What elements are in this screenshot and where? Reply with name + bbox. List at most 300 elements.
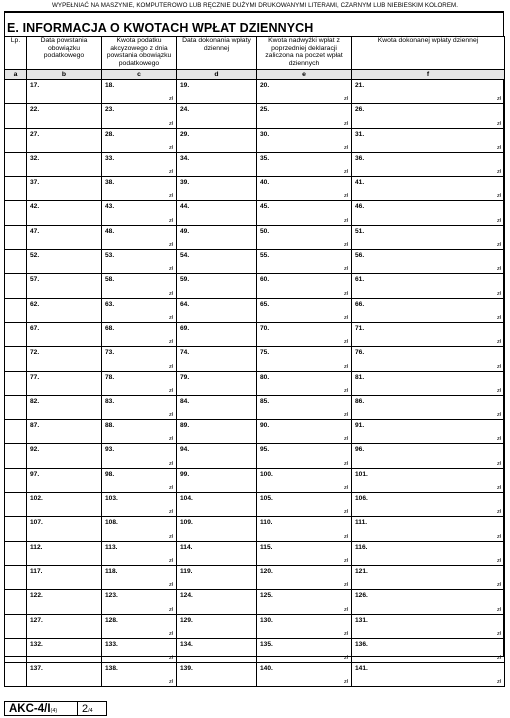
field-number: 118. [105,567,118,575]
input-field[interactable] [352,177,505,201]
field-number: 131. [355,616,368,624]
input-field[interactable] [352,638,505,662]
row-lp-cell[interactable] [5,274,27,298]
input-field[interactable] [177,420,257,444]
field-number: 80. [260,373,270,381]
field-number: 130. [260,616,273,624]
field-number: 105. [260,495,273,503]
input-field[interactable] [102,80,177,104]
input-field[interactable] [177,128,257,152]
currency-label: zł [496,412,501,419]
input-field[interactable] [102,395,177,419]
input-field[interactable] [27,104,102,128]
input-field[interactable] [177,201,257,225]
input-field[interactable] [177,444,257,468]
input-field[interactable] [27,322,102,346]
input-field[interactable] [257,565,352,589]
input-field[interactable] [257,201,352,225]
input-field[interactable] [257,371,352,395]
header-tax-obligation-date: Data powstania obowiązku podatkowego [27,37,102,70]
currency-label: zł [168,96,173,103]
header-overpayment-amount: Kwota nadwyżki wpłat z poprzedniej deklaracji zaliczona na poczet wpłat dziennych [257,37,352,70]
currency-label: zł [496,290,501,297]
row-lp-cell[interactable] [5,638,27,662]
input-field[interactable] [27,298,102,322]
currency-label: zł [343,144,348,151]
field-number: 39. [180,179,190,187]
table-row [5,590,505,614]
row-lp-cell[interactable] [5,250,27,274]
input-field[interactable] [102,420,177,444]
input-field[interactable] [352,250,505,274]
input-field[interactable] [257,590,352,614]
field-number: 115. [260,543,273,551]
input-field[interactable] [177,152,257,176]
field-number: 69. [180,324,190,332]
field-number: 123. [105,592,118,600]
input-field[interactable] [352,565,505,589]
currency-label: zł [168,193,173,200]
field-number: 27. [30,130,40,138]
currency-label: zł [168,144,173,151]
row-lp-cell[interactable] [5,177,27,201]
field-number: 40. [260,179,270,187]
currency-label: zł [496,120,501,127]
field-number: 31. [355,130,365,138]
table-row [5,371,505,395]
input-field[interactable] [27,663,102,687]
input-field[interactable] [102,152,177,176]
col-letter-e: e [257,70,352,80]
field-number: 133. [105,640,118,648]
field-number: 75. [260,349,270,357]
row-lp-cell[interactable] [5,80,27,104]
daily-payments-table [4,36,505,687]
input-field[interactable] [102,201,177,225]
input-field[interactable] [27,493,102,517]
input-field[interactable] [27,395,102,419]
row-lp-cell[interactable] [5,298,27,322]
field-number: 102. [30,495,43,503]
input-field[interactable] [102,565,177,589]
field-number: 106. [355,495,368,503]
input-field[interactable] [352,420,505,444]
input-field[interactable] [102,590,177,614]
field-number: 109. [180,519,193,527]
input-field[interactable] [102,225,177,249]
input-field[interactable] [27,274,102,298]
table-row [5,177,505,201]
currency-label: zł [496,314,501,321]
input-field[interactable] [27,468,102,492]
fill-instruction: WYPEŁNIAĆ NA MASZYNIE, KOMPUTEROWO LUB RĘCZNIE DUŻYMI DRUKOWANYMI LITERAMI, CZARNYM LUB NIEBIESKIM KOLOREM. [52,2,458,9]
field-number: 79. [180,373,190,381]
input-field[interactable] [102,614,177,638]
input-field[interactable] [27,541,102,565]
input-field[interactable] [177,322,257,346]
currency-label: zł [168,412,173,419]
input-field[interactable] [27,371,102,395]
field-number: 129. [180,616,193,624]
row-lp-cell[interactable] [5,590,27,614]
row-lp-cell[interactable] [5,395,27,419]
field-number: 124. [180,592,193,600]
input-field[interactable] [352,468,505,492]
input-field[interactable] [27,590,102,614]
currency-label: zł [496,630,501,637]
input-field[interactable] [102,638,177,662]
field-number: 89. [180,422,190,430]
row-lp-cell[interactable] [5,104,27,128]
currency-label: zł [343,460,348,467]
field-number: 108. [105,519,118,527]
currency-label: zł [496,533,501,540]
input-field[interactable] [27,517,102,541]
footer-divider [77,702,78,715]
input-field[interactable] [352,493,505,517]
currency-label: zł [496,339,501,346]
input-field[interactable] [27,225,102,249]
input-field[interactable] [177,298,257,322]
form-code [9,702,57,718]
input-field[interactable] [352,104,505,128]
field-number: 64. [180,300,190,308]
row-lp-cell[interactable] [5,152,27,176]
currency-label: zł [343,509,348,516]
input-field[interactable] [257,638,352,662]
input-field[interactable] [177,493,257,517]
field-number: 85. [260,397,270,405]
input-field[interactable] [352,322,505,346]
input-field[interactable] [102,104,177,128]
table-row [5,347,505,371]
row-lp-cell[interactable] [5,444,27,468]
field-number: 55. [260,252,270,260]
field-number: 19. [180,82,190,89]
input-field[interactable] [27,152,102,176]
row-lp-cell[interactable] [5,322,27,346]
field-number: 119. [180,567,193,575]
input-field[interactable] [27,638,102,662]
field-number: 94. [180,446,190,454]
field-number: 28. [105,130,115,138]
input-field[interactable] [257,104,352,128]
currency-label: zł [168,363,173,370]
field-number: 121. [355,567,368,575]
table-row [5,444,505,468]
input-field[interactable] [352,225,505,249]
field-number: 138. [105,665,118,673]
currency-label: zł [168,582,173,589]
currency-label: zł [343,485,348,492]
input-field[interactable] [177,395,257,419]
input-field[interactable] [102,371,177,395]
table-row [5,517,505,541]
currency-label: zł [168,169,173,176]
row-lp-cell[interactable] [5,371,27,395]
header-excise-amount: Kwota podatku akcyzowego z dnia powstania obowiązku podatkowego [102,37,177,70]
input-field[interactable] [352,201,505,225]
currency-label: zł [343,169,348,176]
field-number: 60. [260,276,270,284]
input-field[interactable] [352,590,505,614]
field-number: 35. [260,154,270,162]
col-letter-c: c [102,70,177,80]
row-lp-cell[interactable] [5,128,27,152]
form-code-text: AKC-4/I [9,703,51,715]
input-field[interactable] [177,638,257,662]
field-number: 51. [355,227,365,235]
table-row [5,541,505,565]
field-number: 53. [105,252,115,260]
input-field[interactable] [352,128,505,152]
currency-label: zł [168,314,173,321]
header-payment-date: Data dokonania wpłaty dziennej [177,37,257,70]
input-field[interactable] [102,517,177,541]
input-field[interactable] [352,371,505,395]
row-lp-cell[interactable] [5,493,27,517]
input-field[interactable] [257,152,352,176]
field-number: 25. [260,106,270,114]
currency-label: zł [168,630,173,637]
input-field[interactable] [102,274,177,298]
input-field[interactable] [352,663,505,687]
input-field[interactable] [102,493,177,517]
currency-label: zł [343,606,348,613]
input-field[interactable] [102,468,177,492]
currency-label: zł [343,314,348,321]
input-field[interactable] [352,347,505,371]
field-number: 81. [355,373,365,381]
input-field[interactable] [27,565,102,589]
header-lp: Lp. [5,37,27,70]
col-letter-a: a [5,70,27,80]
field-number: 93. [105,446,115,454]
field-number: 24. [180,106,190,114]
currency-label: zł [343,96,348,103]
input-field[interactable] [257,468,352,492]
table-row [5,274,505,298]
input-field[interactable] [352,444,505,468]
field-number: 122. [30,592,43,600]
form-version: (4) [50,708,58,714]
table-row [5,493,505,517]
input-field[interactable] [177,250,257,274]
field-number: 57. [30,276,40,284]
field-number: 61. [355,276,365,284]
input-field[interactable] [257,395,352,419]
input-field[interactable] [352,395,505,419]
currency-label: zł [496,266,501,273]
row-lp-cell[interactable] [5,565,27,589]
table-row [5,104,505,128]
input-field[interactable] [352,80,505,104]
currency-label: zł [496,217,501,224]
input-field[interactable] [27,128,102,152]
input-field[interactable] [177,104,257,128]
input-field[interactable] [102,250,177,274]
field-number: 30. [260,130,270,138]
input-field[interactable] [257,444,352,468]
form-footer [4,701,107,716]
row-lp-cell[interactable] [5,541,27,565]
input-field[interactable] [27,250,102,274]
input-field[interactable] [27,80,102,104]
field-number: 88. [105,422,115,430]
field-number: 127. [30,616,43,624]
field-number: 90. [260,422,270,430]
currency-label: zł [496,193,501,200]
row-lp-cell[interactable] [5,347,27,371]
input-field[interactable] [257,420,352,444]
table-row [5,201,505,225]
currency-label: zł [168,436,173,443]
table-row [5,152,505,176]
field-number: 86. [355,397,365,405]
row-lp-cell[interactable] [5,420,27,444]
field-number: 137. [30,665,43,673]
field-number: 117. [30,567,43,575]
input-field[interactable] [27,177,102,201]
field-number: 65. [260,300,270,308]
input-field[interactable] [177,590,257,614]
input-field[interactable] [27,614,102,638]
field-number: 107. [30,519,43,527]
row-lp-cell[interactable] [5,225,27,249]
currency-label: zł [343,557,348,564]
input-field[interactable] [257,493,352,517]
input-field[interactable] [102,444,177,468]
input-field[interactable] [27,201,102,225]
field-number: 33. [105,154,115,162]
input-field[interactable] [257,225,352,249]
input-field[interactable] [257,250,352,274]
input-field[interactable] [352,517,505,541]
input-field[interactable] [257,347,352,371]
field-number: 97. [30,470,40,478]
field-number: 104. [180,495,193,503]
currency-label: zł [496,96,501,103]
field-number: 113. [105,543,118,551]
row-lp-cell[interactable] [5,517,27,541]
table-row [5,468,505,492]
input-field[interactable] [27,444,102,468]
page-number: 2 [82,703,89,715]
table-row [5,225,505,249]
field-number: 98. [105,470,115,478]
input-field[interactable] [257,128,352,152]
input-field[interactable] [352,152,505,176]
input-field[interactable] [257,322,352,346]
header-row [5,37,505,70]
currency-label: zł [343,363,348,370]
field-number: 140. [260,665,273,673]
row-lp-cell[interactable] [5,614,27,638]
currency-label: zł [496,679,501,686]
input-field[interactable] [102,541,177,565]
field-number: 45. [260,203,270,211]
input-field[interactable] [177,468,257,492]
input-field[interactable] [177,177,257,201]
input-field[interactable] [257,274,352,298]
input-field[interactable] [102,322,177,346]
input-field[interactable] [177,541,257,565]
input-field[interactable] [102,663,177,687]
field-number: 20. [260,82,270,89]
currency-label: zł [496,387,501,394]
currency-label: zł [496,655,501,662]
input-field[interactable] [177,274,257,298]
field-number: 112. [30,543,43,551]
field-number: 21. [355,82,365,89]
currency-label: zł [343,242,348,249]
input-field[interactable] [27,420,102,444]
input-field[interactable] [177,225,257,249]
field-number: 41. [355,179,365,187]
currency-label: zł [343,339,348,346]
input-field[interactable] [177,80,257,104]
field-number: 114. [180,543,193,551]
currency-label: zł [168,485,173,492]
field-number: 72. [30,349,40,357]
currency-label: zł [168,290,173,297]
field-number: 71. [355,324,365,332]
field-number: 128. [105,616,118,624]
input-field[interactable] [177,663,257,687]
field-number: 17. [30,82,40,89]
field-number: 49. [180,227,190,235]
currency-label: zł [168,509,173,516]
input-field[interactable] [352,274,505,298]
field-number: 29. [180,130,190,138]
input-field[interactable] [102,347,177,371]
input-field[interactable] [102,298,177,322]
field-number: 92. [30,446,40,454]
currency-label: zł [343,193,348,200]
input-field[interactable] [257,177,352,201]
row-lp-cell[interactable] [5,468,27,492]
input-field[interactable] [177,371,257,395]
input-field[interactable] [177,517,257,541]
input-field[interactable] [257,614,352,638]
input-field[interactable] [352,298,505,322]
field-number: 37. [30,179,40,187]
input-field[interactable] [27,347,102,371]
currency-label: zł [168,533,173,540]
input-field[interactable] [257,298,352,322]
row-lp-cell[interactable] [5,663,27,687]
input-field[interactable] [352,614,505,638]
input-field[interactable] [257,541,352,565]
row-lp-cell[interactable] [5,201,27,225]
input-field[interactable] [177,347,257,371]
input-field[interactable] [102,177,177,201]
field-number: 43. [105,203,115,211]
field-number: 63. [105,300,115,308]
input-field[interactable] [177,614,257,638]
table-row [5,322,505,346]
input-field[interactable] [177,565,257,589]
input-field[interactable] [102,128,177,152]
currency-label: zł [168,266,173,273]
field-number: 68. [105,324,115,332]
input-field[interactable] [257,663,352,687]
input-field[interactable] [352,541,505,565]
input-field[interactable] [257,517,352,541]
col-letter-d: d [177,70,257,80]
input-field[interactable] [257,80,352,104]
currency-label: zł [343,533,348,540]
